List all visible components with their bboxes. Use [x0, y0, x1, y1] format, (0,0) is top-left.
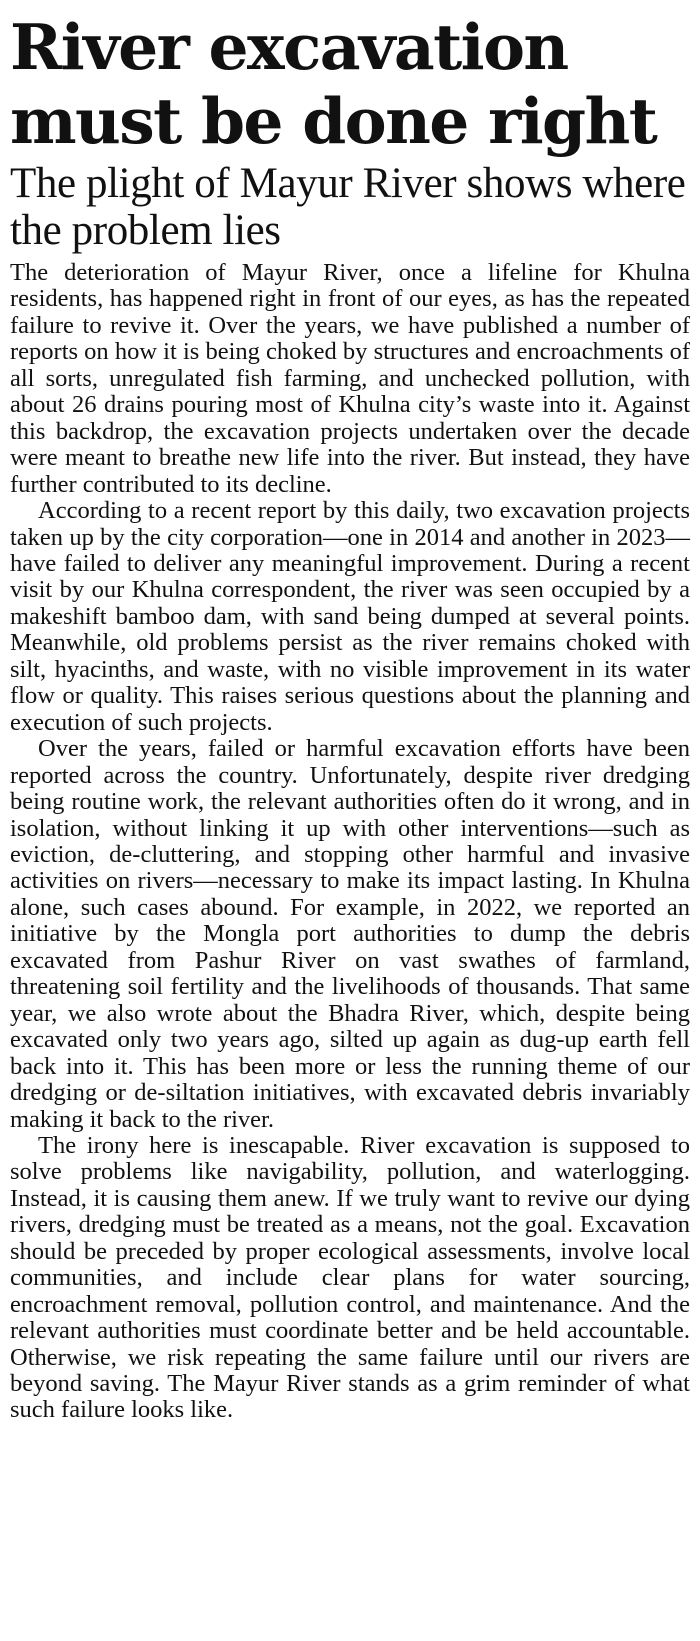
- headline: River excavation must be done right: [10, 10, 657, 158]
- subheadline: The plight of Mayur River shows where the problem lies: [10, 160, 686, 254]
- paragraph-2: According to a recent report by this daily, two excavation projects taken up by the city corporation—one in 2014 and another in 2023—have failed to deliver any meaningful improvement. During a recent visit by our Khulna correspondent, the river was seen occupied by a makeshift bamboo dam, with sand being dumped at several points. Meanwhile, old problems persist as the river remains choked with silt, hyacinths, and waste, with no visible improvement in its water flow or quality. This raises serious questions about the planning and execution of such projects.: [10, 497, 690, 736]
- paragraph-3: Over the years, failed or harmful excavation efforts have been reported across the country. Unfortunately, despite river dredging being routine work, the relevant authorities often do it wrong, and in isolation, without linking it up with other interventions—such as eviction, de-cluttering, and stopping other harmful and invasive activities on rivers—necessary to make its impact lasting. In Khulna alone, such cases abound. For example, in 2022, we reported an initiative by the Mongla port authorities to dump the debris excavated from Pashur River on vast swathes of farmland, threatening soil fertility and the livelihoods of thousands. That same year, we also wrote about the Bhadra River, which, despite being excavated only two years ago, silted up again as dug-up earth fell back into it. This has been more or less the running theme of our dredging or de-siltation initiatives, with excavated debris invariably making it back to the river.: [10, 735, 690, 1133]
- article-body: [10, 260, 690, 1424]
- paragraph-1: The deterioration of Mayur River, once a lifeline for Khulna residents, has happened right in front of our eyes, as has the repeated failure to revive it. Over the years, we have published a number of reports on how it is being choked by structures and encroachments of all sorts, unregulated fish farming, and unchecked pollution, with about 26 drains pouring most of Khulna city’s waste into it. Against this backdrop, the excavation projects undertaken over the decade were meant to breathe new life into the river. But instead, they have further contributed to its decline.: [10, 259, 690, 498]
- paragraph-4: The irony here is inescapable. River excavation is supposed to solve problems like navigability, pollution, and waterlogging. Instead, it is causing them anew. If we truly want to revive our dying rivers, dredging must be treated as a means, not the goal. Excavation should be preceded by proper ecological assessments, involve local communities, and include clear plans for water sourcing, encroachment removal, pollution control, and maintenance. And the relevant authorities must coordinate better and be held accountable. Otherwise, we risk repeating the same failure until our rivers are beyond saving. The Mayur River stands as a grim reminder of what such failure looks like.: [10, 1131, 690, 1424]
